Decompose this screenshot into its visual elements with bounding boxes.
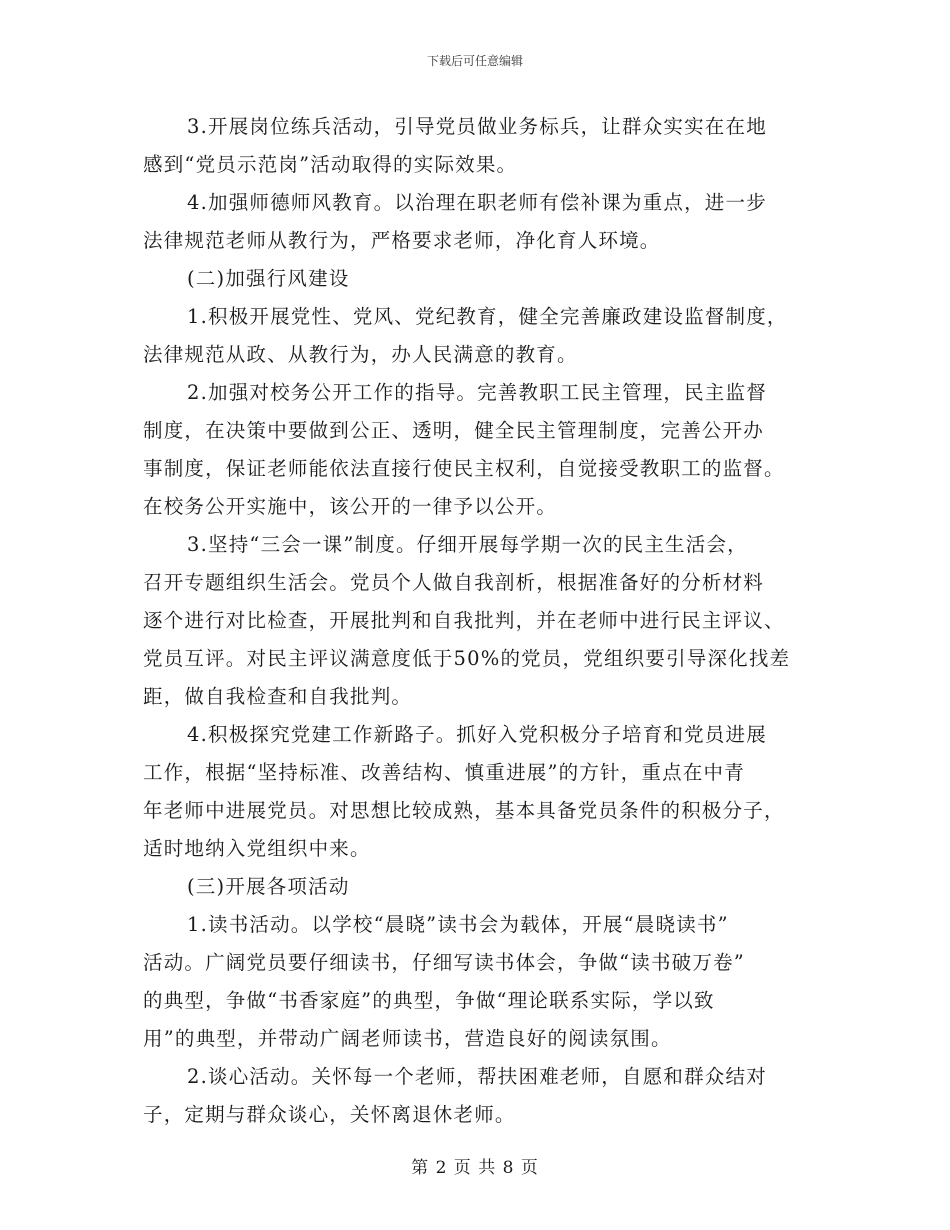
text-line: 年老师中进展党员。对思想比较成熟，基本具备党员条件的积极分子， (143, 799, 785, 822)
text-line: 制度，在决策中要做到公正、透明，健全民主管理制度，完善公开办 (143, 419, 765, 442)
text-line: 活动。广阔党员要仔细读书，仔细写读书体会，争做“读书破万卷” (143, 951, 745, 974)
text-line: 感到“党员示范岗”活动取得的实际效果。 (143, 153, 518, 176)
text-line: (二)加强行风建设 (187, 267, 350, 290)
text-line: 用”的典型，并带动广阔老师读书，营造良好的阅读氛围。 (143, 1027, 672, 1050)
text-line: 逐个进行对比检查，开展批判和自我批判，并在老师中进行民主评议、 (143, 609, 785, 632)
text-line: 距，做自我检查和自我批判。 (143, 685, 413, 708)
text-line: 4.加强师德师风教育。以治理在职老师有偿补课为重点，进一步 (187, 191, 767, 214)
text-line: 法律规范从政、从教行为，办人民满意的教育。 (143, 343, 578, 366)
text-line: 工作，根据“坚持标准、改善结构、慎重进展”的方针，重点在中青 (143, 761, 745, 784)
text-line: 法律规范老师从教行为，严格要求老师，净化育人环境。 (143, 229, 661, 252)
document-body (143, 108, 813, 1134)
text-line: 2.加强对校务公开工作的指导。完善教职工民主管理，民主监督 (187, 381, 767, 404)
text-line: 3.坚持“三会一课”制度。仔细开展每学期一次的民主生活会， (187, 533, 748, 556)
text-line: 适时地纳入党组织中来。 (143, 837, 371, 860)
text-line: 1.积极开展党性、党风、党纪教育，健全完善廉政建设监督制度， (187, 305, 788, 328)
text-line: 子，定期与群众谈心，关怀离退休老师。 (143, 1103, 516, 1126)
page-footer: 第 2 页 共 8 页 (411, 1158, 539, 1178)
text-line: 的典型，争做“书香家庭”的典型，争做“理论联系实际，学以致 (143, 989, 715, 1012)
text-line: 2.谈心活动。关怀每一个老师，帮扶困难老师，自愿和群众结对 (187, 1065, 767, 1088)
text-line: 党员互评。对民主评议满意度低于50%的党员，党组织要引导深化找差 (143, 647, 791, 670)
text-line: 召开专题组织生活会。党员个人做自我剖析，根据准备好的分析材料 (143, 571, 765, 594)
page-header: 下载后可任意编辑 (426, 54, 523, 68)
text-line: 3.开展岗位练兵活动，引导党员做业务标兵，让群众实实在在地 (187, 115, 767, 138)
text-line: 在校务公开实施中，该公开的一律予以公开。 (143, 495, 558, 518)
text-line: 4.积极探究党建工作新路子。抓好入党积极分子培育和党员进展 (187, 723, 767, 746)
text-line: 1.读书活动。以学校“晨晓”读书会为载体，开展“晨晓读书” (187, 913, 729, 936)
text-line: 事制度，保证老师能依法直接行使民主权利，自觉接受教职工的监督。 (143, 457, 785, 480)
text-line: (三)开展各项活动 (187, 875, 350, 898)
